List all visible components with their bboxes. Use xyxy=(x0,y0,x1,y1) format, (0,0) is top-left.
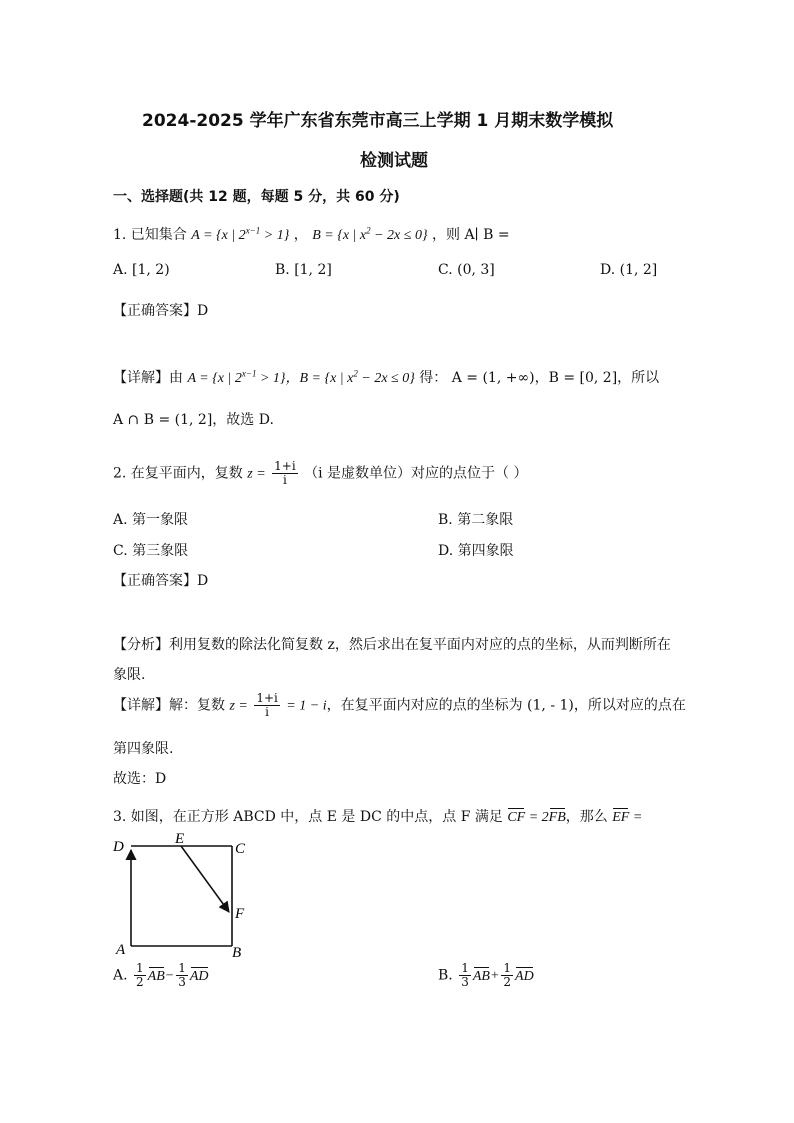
label-e: E xyxy=(175,832,185,847)
label-b: B xyxy=(232,945,242,961)
q2-analysis: 【分析】利用复数的除法化简复数 z，然后求出在复平面内对应的点的坐标，从而判断所在 xyxy=(113,637,671,653)
label-f: F xyxy=(235,906,245,922)
q2-detail: 【详解】解：复数 z = $\frac{1+i}{i}$ = 1 − i，在复平面内对应的点的坐标为 (1, - 1)，所以对应的点在 xyxy=(113,691,686,719)
q1-detail: 【详解】由 A = {x | $2^{x-1} > 1$}，B = {x | $x^2 - 2x \le 0$} 得： A = (1, +∞)，B = [0, 2]，所以 xyxy=(113,368,660,386)
question-3: 3. 如图，在正方形 ABCD 中，点 E 是 DC 的中点，点 F 满足 CF = 2FB，那么 EF = xyxy=(113,809,643,825)
square-diagram xyxy=(108,832,258,962)
q2-choose: 故选：D xyxy=(113,771,167,787)
q1-detail-line2: A ∩ B = (1, 2]，故选 D. xyxy=(113,412,274,428)
question-1: 1. 已知集合 A = {x | $2^{x-1} > 1$} ， B = {x | $x^2 - 2x \le 0$} ，则 A∣ B = xyxy=(113,225,510,243)
label-c: C xyxy=(235,841,246,857)
q2-analysis-line2: 象限. xyxy=(113,667,146,683)
q2-option-d: D. 第四象限 xyxy=(438,543,514,559)
q2-option-a: A. 第一象限 xyxy=(113,512,189,528)
q3-option-a: A. $\frac{1}{2}$ AB− $\frac{1}{3}$ AD xyxy=(113,961,209,989)
q1-answer: 【正确答案】D xyxy=(113,303,209,319)
vector-ef xyxy=(181,846,229,912)
section-heading: 一、选择题(共 12 题，每题 5 分，共 60 分) xyxy=(113,189,400,205)
fraction: $\frac{1+i}{i}$ xyxy=(274,459,296,487)
q2-answer: 【正确答案】D xyxy=(113,573,209,589)
label-d: D xyxy=(113,839,124,855)
q1-option-a: A. [1, 2) xyxy=(113,262,170,278)
q2-detail-line2: 第四象限. xyxy=(113,741,174,757)
q3-option-b: B. $\frac{1}{3}$ AB+ $\frac{1}{2}$ AD xyxy=(438,961,534,989)
question-2: 2. 在复平面内，复数 z = $\frac{1+i}{i}$ （i 是虚数单位）对应的点位于（ ） xyxy=(113,459,528,487)
page-title-line2: 检测试题 xyxy=(360,151,428,171)
q2-option-c: C. 第三象限 xyxy=(113,543,189,559)
q1-option-b: B. [1, 2] xyxy=(275,262,332,278)
fraction: $\frac{1+i}{i}$ xyxy=(256,691,278,719)
q2-option-b: B. 第二象限 xyxy=(438,512,514,528)
label-a: A xyxy=(116,942,126,958)
q1-option-d: D. (1, 2] xyxy=(600,262,658,278)
q1-option-c: C. (0, 3] xyxy=(438,262,495,278)
page-title: 2024-2025 学年广东省东莞市高三上学期 1 月期末数学模拟 xyxy=(142,111,614,131)
